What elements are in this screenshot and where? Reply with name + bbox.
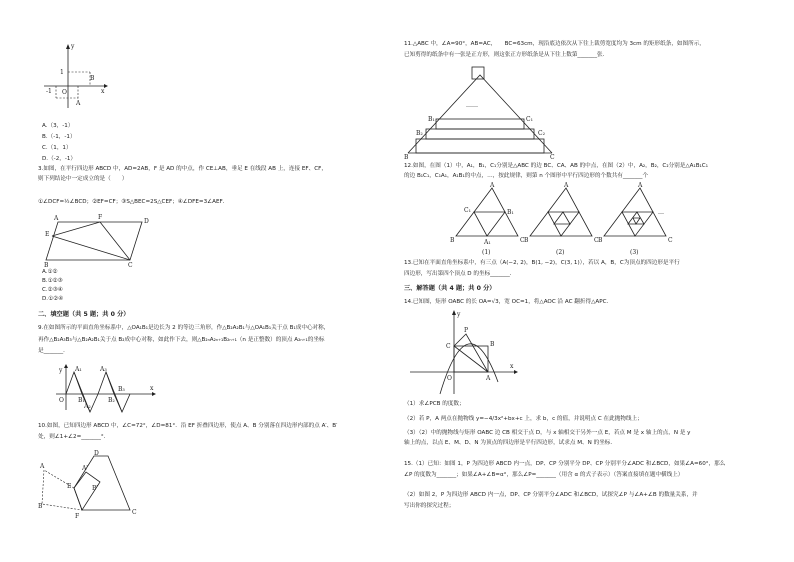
axis-x-label: x [510,363,514,370]
origin-label: O [62,89,67,96]
point-b-label: B [90,75,95,82]
q2-option-d: D.（-2，-1） [42,156,77,162]
label-a: A [40,463,45,470]
label-c: C [446,343,451,350]
label-b-prime: B′ [92,485,98,492]
q9-text-3: 是_______． [38,348,69,354]
svg-text:B: B [524,237,529,244]
label-d: D [94,450,99,457]
q3-statements: ①∠DCF=½∠BCD；②EF=CF；③S△BEC=2S△CEF；④∠DFE=3∠AEF． [38,199,229,205]
label-a1: A₁ [75,366,82,373]
axis-x-label: x [150,385,154,392]
q15-text-2: ∠P 的度数为_______；如果∠A+∠B=α°，那么∠P=_______（用含 α 的式子表示）（答案直接填在题中横线上） [404,472,684,478]
strip-triangle-figure [404,63,564,159]
origin-label: O [59,397,64,404]
svg-text:A₁: A₁ [484,239,491,246]
q3-option-a: A.①② [42,269,58,275]
dots-label: …… [466,102,478,109]
q2-option-c: C.（1，1） [42,145,72,151]
svg-text:C: C [668,237,673,244]
q9-text-1: 9.在如图所示的平面直角坐标系中，△OA₁B₁是边长为 2 的等边三角形，作△B₂A₂B₁与△OA₁B₁关于点 B₁成中心对称， [38,325,330,331]
midpoint-triangles-figure [450,184,680,256]
q3-option-d: D.①②④ [42,296,64,302]
label-b: B [44,262,49,269]
q15-text-1: 15.（1）已知：如图 1，P 为四边形 ABCD 内一点，DP、CP 分别平分 DP、CP 分别平分∠ADC 和∠BCD，如果∠A=60°，那么 [404,461,726,467]
q14-sub3-b: 轴上的点，以点 E、M、D、N 为顶点的四边形是平行四边形，试求点 M、N 的坐标． [404,440,616,446]
svg-text:C: C [594,237,599,244]
q10-text-1: 10.如图，已知四边形 ABCD 中，∠C=72°，∠D=81°．沿 EF 折叠四边形，使点 A、B 分别落在四边形内部的点 A′、B′ [38,423,338,429]
dots-label: … [658,209,664,216]
folding-quadrilateral-figure [38,448,138,520]
q12-text-2: 的边 B₁C₁，C₁A₁，A₁B₁的中点，…，按此规律，则第 n 个图形中平行四边形的个数共有_______个 [404,173,649,179]
svg-text:B: B [450,237,455,244]
label-b3: B₃ [118,386,125,393]
axis-y-label: y [71,43,75,50]
label-a-prime: A′ [82,465,88,472]
caption-3: (3) [630,249,639,256]
q10-text-2: 处，则∠1+∠2=_______°． [38,434,110,440]
caption-1: (1) [482,249,491,256]
label-f: F [75,513,80,520]
svg-text:C: C [520,237,525,244]
label-c: C [550,154,555,161]
label-e: E [45,231,50,238]
label-e: E [67,483,72,490]
label-b2: B₂ [108,397,115,404]
label-b1: B₁ [78,397,85,404]
parallelogram-figure [44,212,154,268]
svg-text:A: A [564,182,569,189]
coordinate-figure [38,42,108,112]
zigzag-triangles-figure [56,364,156,412]
label-d: D [144,218,149,225]
q9-text-2: 再作△B₂A₃B₃与△B₂A₂B₁关于点 B₂成中心对称，如此作下去，则△B₂ₙA₂ₙ₊₁B₂ₙ₊₁（n 是正整数）的顶点 A₂ₙ₊₁的坐标 [38,337,325,343]
label-c1: C₁ [526,116,533,123]
label-c: C [128,262,133,269]
axis-x-label: x [101,88,105,95]
label-a3: A₃ [100,366,107,373]
label-b: B [404,154,409,161]
q14-text-1: 14.已知图，矩形 OABC 的长 OA=√3，宽 OC=1，将△AOC 沿 AC 翻折得△APC． [404,299,613,305]
q11-text-1: 11.△ABC 中，∠A=90°，AB=AC， BC=63cm，现沿底边依次从下往上裁剪宽度均为 3cm 的矩形纸条，如图所示， [404,41,705,47]
label-b: B [490,341,495,348]
tick-one-label: 1 [60,69,64,76]
label-b1: B₁ [428,116,435,123]
point-a-label: A [76,100,81,107]
q14-sub3-a: （3）（2）中的抛物线与矩形 OABC 边 CB 相交于点 D，与 x 轴相交于另外一点 E，若点 M 是 x 轴上的点，N 是 y [404,430,691,436]
tick-neg1-label: -1 [46,88,52,95]
label-f: F [98,214,103,221]
label-a2: A₂ [84,403,91,410]
parabola-rectangle-figure [410,310,520,396]
q13-text-2: 四边形，写出第四个顶点 D 的坐标_______． [404,271,516,277]
q3-text-1: 3.如图，在平行四边形 ABCD 中，AD=2AB，F 是 AD 的中点，作 CE⊥AB，垂足 E 在线段 AB 上，连接 EF、CF， [38,166,327,172]
label-b: B [38,503,43,510]
q12-text-1: 12.如图，在图（1）中，A₁，B₁，C₁分别是△ABC 的边 BC、CA、AB 的中点，在图（2）中，A₂，B₂，C₂分别是△A₁B₁C₁ [404,163,708,169]
svg-text:A: A [638,182,643,189]
label-a: A [54,215,59,222]
label-b2: B₂ [416,130,423,137]
q3-option-b: B.①②③ [42,278,63,284]
label-c: C [132,509,137,516]
label-a: A [486,375,491,382]
svg-text:B₁: B₁ [507,209,514,216]
q15-text-4: 写出你的探究过程； [404,503,455,509]
label-p: P [464,327,469,334]
svg-text:B: B [598,237,603,244]
q14-sub1: （1）求∠PCB 的度数； [404,401,465,407]
q2-option-b: B.（-1，-1） [42,134,76,140]
q3-option-c: C.②③④ [42,287,63,293]
svg-text:A: A [490,182,495,189]
q15-text-3: （2）如图 2，P 为四边形 ABCD 内一点，DP、CP 分别平分∠ADC 和∠BCD，试探究∠P 与∠A+∠B 的数量关系，并 [404,492,698,498]
q2-option-a: A.（3，-1） [42,123,74,129]
q14-sub2: （2）若 P，A 两点在抛物线 y=−4/3x²+bx+c 上，求 b，c 的值，并说明点 C 在此抛物线上； [404,416,643,422]
caption-2: (2) [556,249,565,256]
q13-text-1: 13.已知在平面直角坐标系中，有三点（A(−2, 2)，B(1, −2)，C(3, 1)），若以 A，B，C为顶点的四边形是平行 [404,260,680,266]
section-answer-heading: 三、解答题（共 4 题；共 0 分） [404,285,496,292]
axis-y-label: y [457,311,461,318]
svg-text:C₁: C₁ [464,207,471,214]
axis-y-label: y [59,367,63,374]
label-o: O [447,375,452,382]
q3-text-2: 则下列结论中一定成立的是（ ） [38,176,128,182]
section-fill-in-heading: 二、填空题（共 5 题；共 0 分） [38,311,130,318]
label-c2: C₂ [538,130,545,137]
q11-text-2: 已知剪得的纸条中有一张是正方形，则这张正方形纸条是从下往上数第_______张． [404,52,609,58]
